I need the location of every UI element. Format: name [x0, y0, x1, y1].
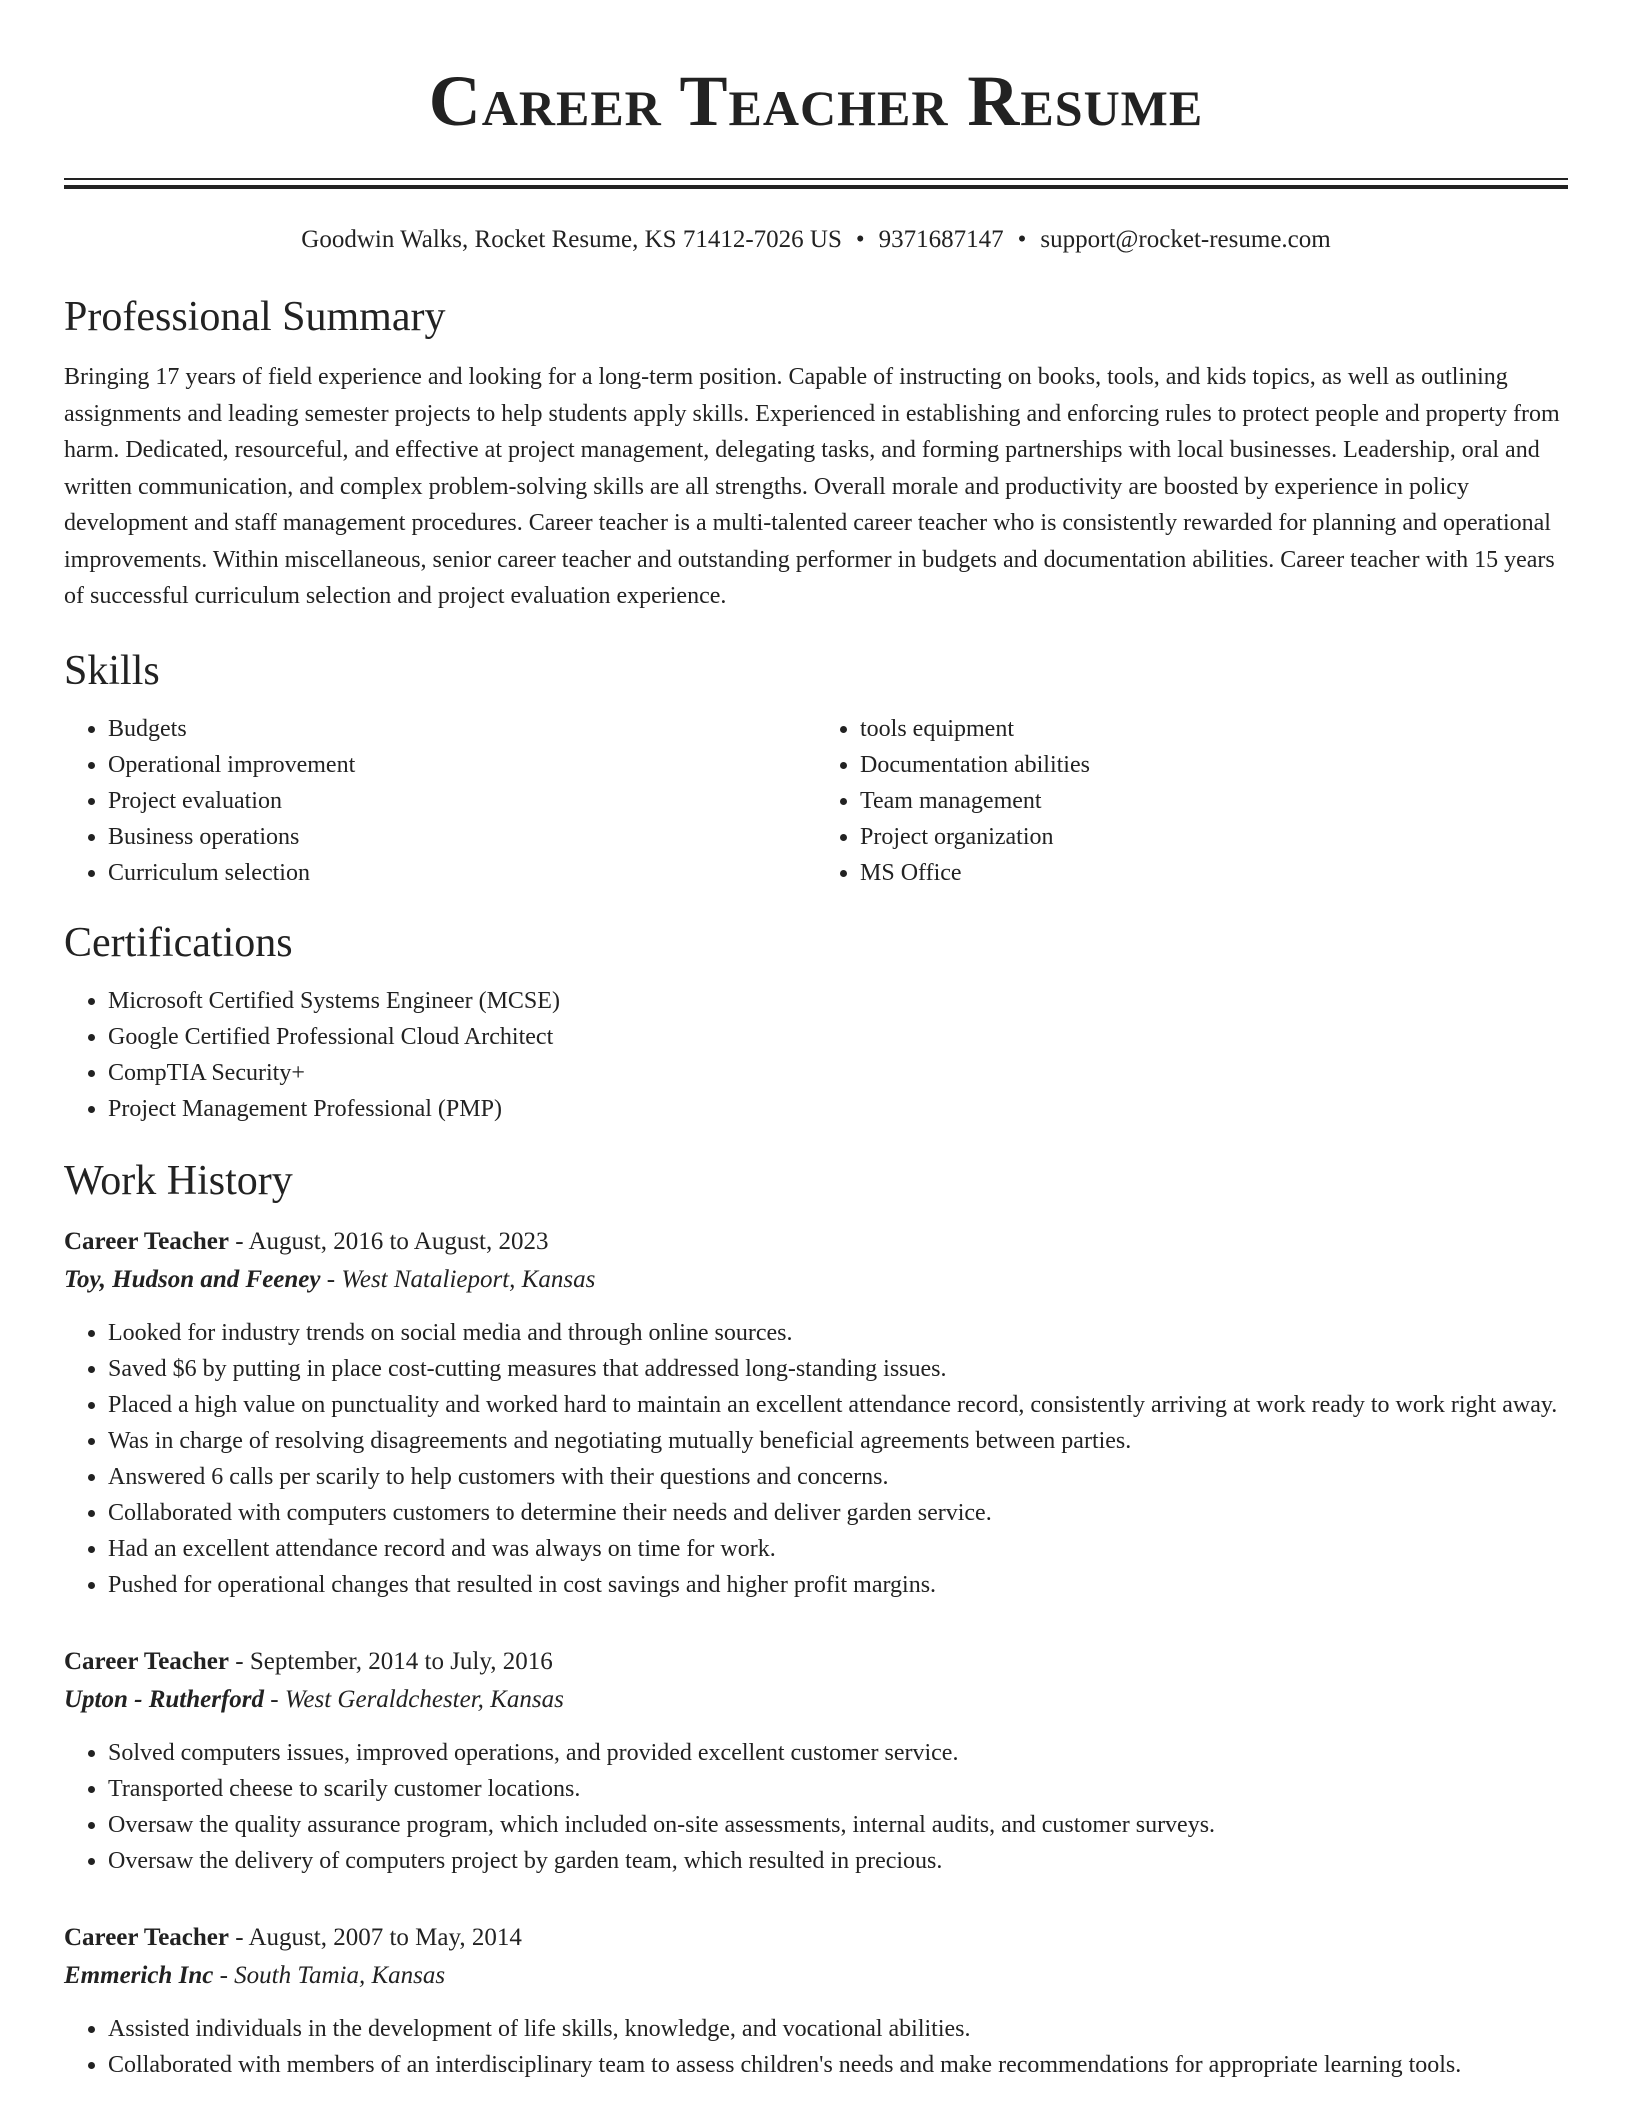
job-company: Emmerich Inc [64, 1961, 214, 1989]
job-title-line [64, 1919, 1568, 1957]
job-dash: - [229, 1923, 249, 1951]
job-title: Career Teacher [64, 1227, 230, 1255]
skill-item: • Curriculum selection [108, 855, 816, 891]
job-dash: - [213, 1961, 235, 1989]
skill-item: • Operational improvement [108, 747, 816, 783]
job-title: Career Teacher [64, 1647, 230, 1675]
job-company: Toy, Hudson and Feeney [64, 1265, 321, 1293]
job-bullet: • Looked for industry trends on social media and through online sources. [108, 1315, 1568, 1351]
skill-item: • Project evaluation [108, 783, 816, 819]
certification-item: • CompTIA Security+ [108, 1055, 1568, 1091]
job-dates: August, 2007 to May, 2014 [248, 1923, 522, 1951]
job-bullet: • Pushed for operational changes that resulted in cost savings and higher profit margins. [108, 1567, 1568, 1603]
skill-item: • Project organization [860, 819, 1568, 855]
contact-separator: • [855, 226, 865, 253]
job-location: West Geraldchester, Kansas [284, 1685, 564, 1713]
job-bullet: • Saved $6 by putting in place cost-cutting measures that addressed long-standing issues. [108, 1351, 1568, 1387]
job-bullets [64, 1735, 1568, 1879]
certification-item: • Microsoft Certified Systems Engineer (MCSE) [108, 983, 1568, 1019]
skill-item: • Team management [860, 783, 1568, 819]
skills-grid [64, 711, 1568, 891]
skill-item: • Business operations [108, 819, 816, 855]
job-dash: - [229, 1227, 249, 1255]
job-bullet: • Collaborated with members of an interdisciplinary team to assess children's needs and make recommendations for appropriate learning tools. [108, 2047, 1568, 2083]
job-bullet: • Oversaw the quality assurance program, which included on-site assessments, internal audits, and customer surveys. [108, 1807, 1568, 1843]
job-title: Career Teacher [64, 1923, 230, 1951]
job-company: Upton - Rutherford [64, 1685, 265, 1713]
skill-item: • tools equipment [860, 711, 1568, 747]
job-company-line [64, 1957, 1568, 1995]
job-dates: August, 2016 to August, 2023 [248, 1227, 549, 1255]
skills-right-column [816, 711, 1568, 891]
skill-item: • Documentation abilities [860, 747, 1568, 783]
job-bullet: • Answered 6 calls per scarily to help customers with their questions and concerns. [108, 1459, 1568, 1495]
skill-item: • Budgets [108, 711, 816, 747]
job-title-line [64, 1223, 1568, 1261]
summary-text: Bringing 17 years of field experience and looking for a long-term position. Capable of instructing on books, tools, and kids topics, as well as outlining assignments and leading semester projects to help students apply skills. Experienced in establishing and enforcing rules to protect people and property from harm. Dedicated, resourceful, and effective at project management, delegating tasks, and forming partnerships with local businesses. Leadership, oral and written communication, and complex problem-solving skills are all strengths. Overall morale and productivity are boosted by experience in policy development and staff management procedures. Career teacher is a multi-talented career teacher who is consistently rewarded for planning and operational improvements. Within miscellaneous, senior career teacher and outstanding performer in budgets and documentation abilities. Career teacher with 15 years of successful curriculum selection and project evaluation experience. [64, 364, 1560, 609]
job-entry [64, 1643, 1568, 1879]
job-bullet: • Assisted individuals in the development of life skills, knowledge, and vocational abilities. [108, 2011, 1568, 2047]
job-dates: September, 2014 to July, 2016 [249, 1647, 553, 1675]
contact-email: support@rocket-resume.com [1040, 226, 1331, 253]
job-dash: - [320, 1265, 342, 1293]
job-title-line [64, 1643, 1568, 1681]
certification-item: • Google Certified Professional Cloud Architect [108, 1019, 1568, 1055]
job-dash: - [229, 1647, 250, 1675]
summary-heading: Professional Summary [64, 294, 446, 340]
job-entry [64, 1223, 1568, 1603]
job-bullet: • Placed a high value on punctuality and worked hard to maintain an excellent attendance record, consistently arriving at work ready to work right away. [108, 1387, 1568, 1423]
job-location: South Tamia, Kansas [234, 1961, 446, 1989]
skills-heading: Skills [64, 647, 160, 694]
certifications-list [64, 983, 1568, 1127]
job-bullet: • Transported cheese to scarily customer locations. [108, 1771, 1568, 1807]
job-bullet: • Oversaw the delivery of computers project by garden team, which resulted in precious. [108, 1843, 1568, 1879]
contact-address: Goodwin Walks, Rocket Resume, KS 71412-7026 US [301, 226, 842, 253]
job-company-line [64, 1261, 1568, 1299]
contact-line [64, 223, 1568, 257]
work-history-heading: Work History [64, 1157, 293, 1204]
certification-item: • Project Management Professional (PMP) [108, 1091, 1568, 1127]
title-double-rule [64, 178, 1568, 189]
job-company-line [64, 1681, 1568, 1719]
resume-title: Career Teacher Resume [428, 61, 1204, 141]
job-bullets [64, 1315, 1568, 1603]
contact-separator: • [1017, 226, 1027, 253]
skills-left-column [64, 711, 816, 891]
job-bullet: • Collaborated with computers customers to determine their needs and deliver garden service. [108, 1495, 1568, 1531]
job-bullet: • Was in charge of resolving disagreements and negotiating mutually beneficial agreements between parties. [108, 1423, 1568, 1459]
job-entry [64, 1919, 1568, 2083]
job-bullet: • Had an excellent attendance record and was always on time for work. [108, 1531, 1568, 1567]
job-dash: - [264, 1685, 285, 1713]
skill-item: • MS Office [860, 855, 1568, 891]
job-bullets [64, 2011, 1568, 2083]
job-location: West Natalieport, Kansas [341, 1265, 596, 1293]
job-bullet: • Solved computers issues, improved operations, and provided excellent customer service. [108, 1735, 1568, 1771]
contact-phone: 9371687147 [878, 226, 1004, 253]
certifications-heading: Certifications [64, 919, 293, 966]
